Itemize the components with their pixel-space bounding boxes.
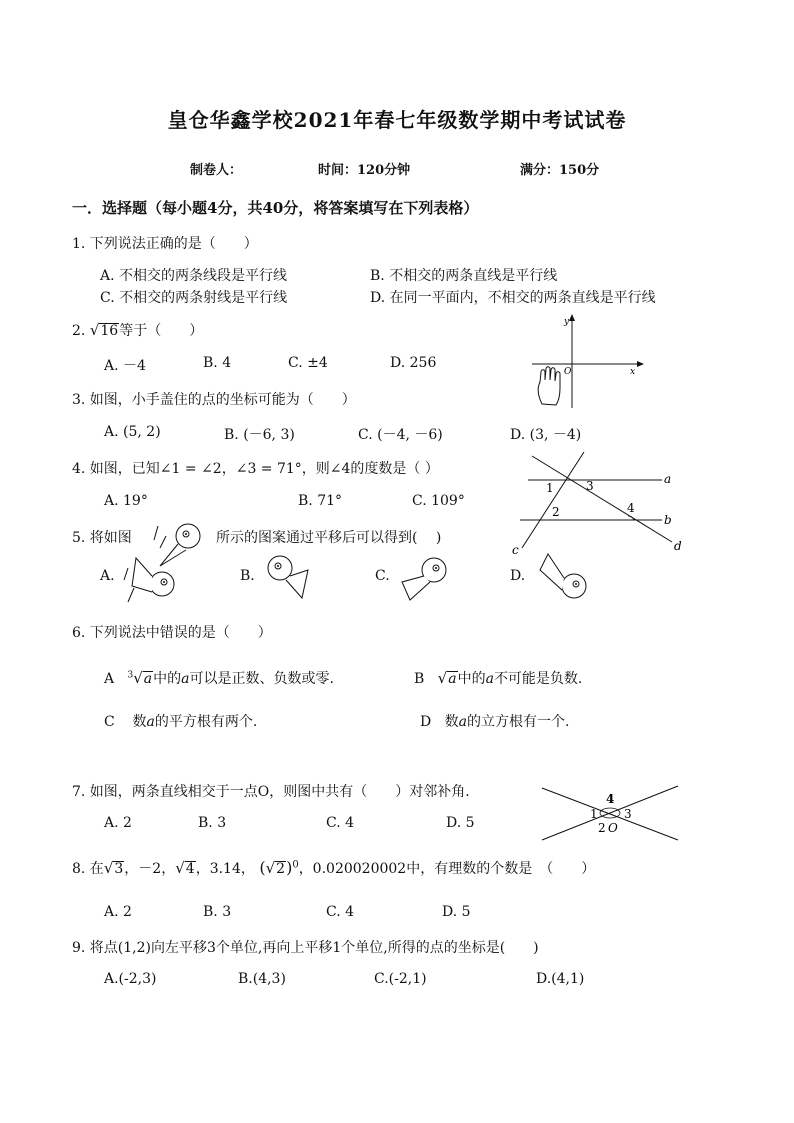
q5-option-b: B.: [240, 568, 255, 584]
line-c-label: c: [512, 543, 519, 557]
q3-option-d: D. (3, －4): [510, 427, 582, 443]
q1-stem: 1. 下列说法正确的是（ ）: [72, 236, 258, 252]
q9-option-c: C.(-2,1): [374, 971, 427, 987]
angle-2-label: 2: [552, 505, 560, 519]
parallel-lines-figure: [510, 450, 700, 560]
angle-3-label: 3: [624, 807, 632, 821]
page-title: 皇仓华鑫学校2021年春七年级数学期中考试试卷: [167, 108, 627, 132]
hand-icon: [538, 367, 560, 405]
q4-stem: 4. 如图，已知∠1 = ∠2，∠3 = 71°，则∠4的度数是（ ）: [72, 461, 439, 477]
q5-option-a-figure: [118, 548, 180, 606]
q1-option-b: B. 不相交的两条直线是平行线: [370, 268, 558, 284]
angle-4-label: 4: [627, 501, 635, 515]
q7-option-b: B. 3: [198, 815, 227, 831]
angle-3-label: 3: [586, 479, 594, 493]
radical-sign: √: [89, 321, 100, 339]
q1-option-d: D. 在同一平面内，不相交的两条直线是平行线: [370, 290, 656, 306]
q5-option-a: A.: [100, 568, 115, 584]
radical-sign: √: [437, 669, 448, 687]
q2-rest: 等于（ ）: [119, 323, 204, 339]
q1-option-c: C. 不相交的两条射线是平行线: [100, 290, 288, 306]
q6-option-d: D 数a的立方根有一个.: [420, 714, 570, 730]
q7-option-c: C. 4: [326, 815, 355, 831]
angle-4-label: 4: [606, 792, 615, 806]
axis-x-label: x: [630, 367, 636, 377]
coordinate-axes-figure: [528, 312, 648, 412]
q8-option-a: A. 2: [104, 904, 132, 920]
q2-option-a: A. －4: [104, 358, 146, 374]
q8-option-d: D. 5: [442, 904, 471, 920]
q3-option-c: C. (－4, －6): [358, 427, 443, 443]
q8-stem: 8. 在√3，－2，√4，3.14， $(√2)^0$，0.020020002中，有理数的个数是 （ ）: [72, 858, 596, 877]
q2-stem: [72, 320, 203, 340]
q6-option-b: B √a中的a不可能是负数.: [414, 669, 583, 687]
q9-option-b: B.(4,3): [238, 971, 286, 987]
q2-option-c: C. ±4: [288, 355, 328, 371]
q7-option-a: A. 2: [104, 815, 132, 831]
axis-y-label: y: [564, 317, 570, 327]
cube-root-sign: √: [133, 669, 143, 687]
q3-option-a: A. (5, 2): [104, 424, 161, 440]
point-o-label: O: [608, 821, 618, 835]
q5-option-d: D.: [510, 568, 526, 584]
q6-option-c: C 数a的平方根有两个.: [104, 714, 258, 730]
q4-option-c: C. 109°: [412, 493, 465, 509]
line-b-label: b: [664, 513, 672, 527]
angle-1-label: 1: [546, 481, 554, 495]
q6-stem: 6. 下列说法中错误的是（ ）: [72, 625, 272, 641]
q5-option-c-figure: [396, 548, 456, 606]
q8-option-b: B. 3: [203, 904, 232, 920]
angle-2-label: 2: [598, 821, 606, 835]
q9-option-d: D.(4,1): [536, 971, 585, 987]
score-label: 满分：150分: [520, 163, 600, 178]
line-d-label: d: [674, 539, 682, 553]
radical-sign: √: [265, 859, 276, 877]
q3-option-b: B. (－6, 3): [224, 427, 295, 443]
intersecting-lines-figure: [536, 780, 686, 846]
q8-option-c: C. 4: [326, 904, 355, 920]
q9-stem: 9. 将点(1,2)向左平移3个单位,再向上平移1个单位,所得的点的坐标是( ): [72, 940, 539, 956]
section-heading: 一．选择题（每小题4分，共40分，将答案填写在下列表格）: [72, 199, 479, 217]
q5-option-b-figure: [262, 548, 322, 606]
angle-1-label: 1: [590, 807, 598, 821]
q5-stem-part1: 5. 将如图: [72, 530, 132, 546]
q2-option-d: D. 256: [390, 355, 437, 371]
q5-option-d-figure: [532, 548, 594, 606]
origin-label: O: [564, 367, 572, 377]
q2-option-b: B. 4: [203, 355, 232, 371]
q3-stem: 3. 如图，小手盖住的点的坐标可能为（ ）: [72, 392, 356, 408]
q6-option-a: A $^3$√a中的a可以是正数、负数或零.: [104, 669, 334, 687]
q4-option-b: B. 71°: [298, 493, 343, 509]
radical-sign: √: [103, 859, 114, 877]
q1-option-a: A. 不相交的两条线段是平行线: [100, 268, 288, 284]
q7-stem: 7. 如图，两条直线相交于一点O，则图中共有（ ）对邻补角.: [72, 784, 470, 800]
q5-option-c: C.: [375, 568, 390, 584]
q2-radicand: 16: [100, 323, 119, 339]
radical-sign: √: [175, 859, 185, 877]
author-label: 制卷人：: [190, 163, 243, 178]
q2-number: 2.: [72, 323, 86, 339]
time-label: 时间：120分钟: [318, 163, 411, 178]
line-a-label: a: [664, 472, 672, 486]
q7-option-d: D. 5: [446, 815, 475, 831]
q9-option-a: A.(-2,3): [104, 971, 157, 987]
q4-option-a: A. 19°: [104, 493, 148, 509]
q5-stem-part2: 所示的图案通过平移后可以得到( ): [216, 530, 442, 546]
